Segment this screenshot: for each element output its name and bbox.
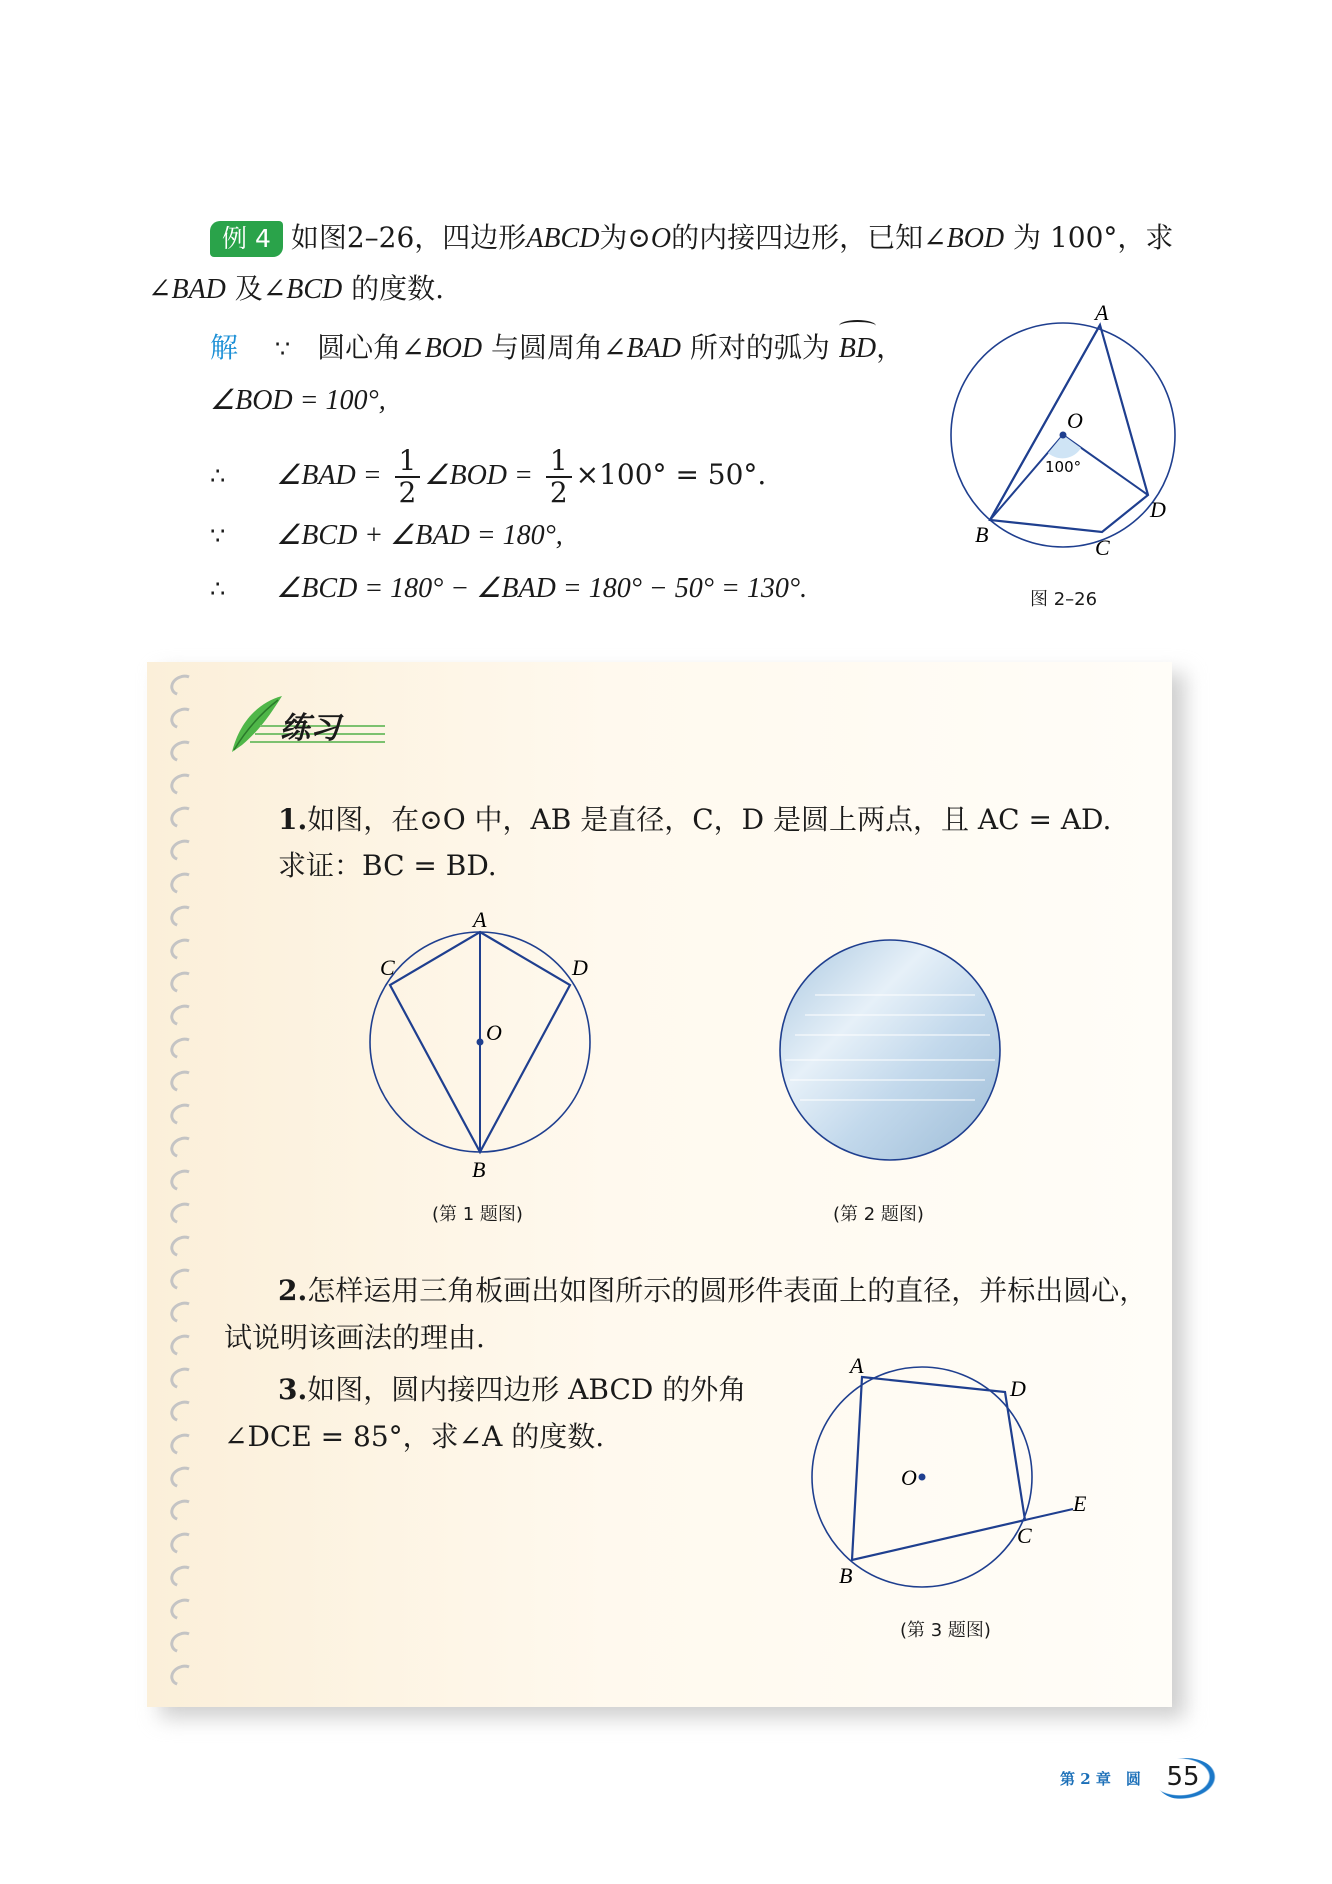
feather-leaf <box>232 696 282 752</box>
notebook-ring <box>167 1364 199 1393</box>
notebook-ring <box>167 869 199 898</box>
footer-chapter: 第 2 章 圆 <box>1060 1770 1141 1788</box>
example-line-2 <box>148 266 444 313</box>
fig3-caption: (第 3 题图) <box>900 1620 991 1641</box>
notebook-ring <box>167 902 199 931</box>
page-number: 55 <box>1166 1762 1200 1792</box>
example-text-e: 及∠ <box>225 272 287 305</box>
solution-bod-eq: ∠BOD = <box>424 460 533 491</box>
fig1-label-b: B <box>472 1157 486 1182</box>
notebook-ring <box>167 1430 199 1459</box>
fig1-label-o: O <box>486 1020 502 1045</box>
notebook-ring <box>167 968 199 997</box>
fraction-half <box>395 443 421 509</box>
angle-sym: ∠ <box>148 272 172 305</box>
solution-result: ×100° = 50°. <box>575 458 767 491</box>
solution-text-a: 圆心角∠ <box>317 331 425 364</box>
notebook-ring <box>167 1595 199 1624</box>
disk-body <box>780 940 1000 1160</box>
example-text-f: 的度数. <box>342 272 445 305</box>
solution-text-d: ， <box>876 331 905 364</box>
fig3-extension <box>1025 1509 1073 1520</box>
notebook-ring <box>167 1265 199 1294</box>
figure-q2-disk <box>775 935 1005 1165</box>
fig226-label-c: C <box>1095 535 1110 560</box>
fig1-label-c: C <box>380 955 395 980</box>
notebook-ring <box>167 1529 199 1558</box>
figure-2-26 <box>945 300 1185 570</box>
solution-bod: BOD <box>424 333 483 364</box>
q2-line-1 <box>278 1268 1147 1314</box>
notebook-ring <box>167 1628 199 1657</box>
fig226-label-o: O <box>1067 408 1083 433</box>
notebook-ring <box>167 1001 199 1030</box>
example-quad: ABCD <box>526 223 600 254</box>
example-line-1 <box>210 215 1173 262</box>
fraction-num: 1 <box>395 446 421 478</box>
q1-number: 1. <box>278 803 308 836</box>
fig1-label-d: D <box>572 955 588 980</box>
fig226-ba <box>990 325 1100 520</box>
q1-prove: 求证：BC = BD. <box>278 849 497 882</box>
q3-text-1: 如图，圆内接四边形 ABCD 的外角 <box>307 1373 747 1406</box>
example-angle-bod: BOD <box>946 223 1005 254</box>
fig226-caption: 图 2–26 <box>1030 589 1098 610</box>
fig3-label-d: D <box>1010 1376 1026 1401</box>
fig1-center-dot <box>477 1039 484 1046</box>
arc-bd: BD <box>839 326 876 372</box>
solution-line-2: ∠BOD = 100°, <box>210 385 386 416</box>
notebook-ring <box>167 1661 199 1690</box>
notebook-ring <box>167 1166 199 1195</box>
fraction-half-2 <box>546 443 572 509</box>
fraction-num-2: 1 <box>546 446 572 478</box>
solution-label: 解 <box>210 331 239 364</box>
q3-line-1 <box>278 1367 746 1413</box>
example-text-b: 为⊙ <box>599 221 651 254</box>
notebook-ring <box>167 770 199 799</box>
fig226-label-d: D <box>1150 497 1166 522</box>
example-circle-o: O <box>650 223 672 254</box>
fraction-den-2: 2 <box>549 475 568 509</box>
example-bcd: BCD <box>286 274 343 305</box>
notebook-ring <box>167 671 199 700</box>
notebook-ring <box>167 737 199 766</box>
fig3-label-c: C <box>1017 1523 1032 1548</box>
q2-line-2: 试说明该画法的理由. <box>224 1321 485 1354</box>
notebook-ring <box>167 935 199 964</box>
because-symbol: ∵ <box>274 335 291 363</box>
fraction-den: 2 <box>398 475 417 509</box>
fig226-label-angle: 100° <box>1045 458 1082 476</box>
notebook-ring <box>167 1463 199 1492</box>
notebook-ring <box>167 1496 199 1525</box>
notebook-ring <box>167 1199 199 1228</box>
notebook-ring <box>167 836 199 865</box>
fig226-center-dot <box>1060 432 1067 439</box>
fig226-ob <box>990 435 1063 520</box>
notebook-ring <box>167 1562 199 1591</box>
notebook-ring <box>167 704 199 733</box>
fig2-caption: (第 2 题图) <box>833 1204 924 1225</box>
example-bad: BAD <box>171 274 226 305</box>
example-text-c: 的内接四边形，已知∠ <box>671 221 947 254</box>
solution-text-b: 与圆周角∠ <box>482 331 627 364</box>
fig3-center-dot <box>919 1474 926 1481</box>
solution-line-5 <box>210 565 807 612</box>
fig3-label-e: E <box>1073 1491 1087 1516</box>
fig3-quad <box>852 1377 1025 1560</box>
q1-line <box>278 797 1111 843</box>
notebook-ring <box>167 1397 199 1426</box>
fig226-label-b: B <box>975 522 989 547</box>
notebook-ring <box>167 1034 199 1063</box>
solution-line-3 <box>210 440 766 511</box>
solution-line-4 <box>210 512 563 559</box>
solution-final: ∠BCD = 180° − ∠BAD = 180° − 50° = 130°. <box>276 573 808 604</box>
solution-bad: BAD <box>626 333 681 364</box>
solution-sum: ∠BCD + ∠BAD = 180°, <box>276 520 563 551</box>
solution-line-1 <box>210 325 904 372</box>
notebook-ring <box>167 1067 199 1096</box>
solution-text-c: 所对的弧为 <box>680 331 830 364</box>
example-text-d: 为 100°，求 <box>1004 221 1174 254</box>
notebook-ring <box>167 1232 199 1261</box>
fig3-label-a: A <box>850 1355 864 1378</box>
notebook-ring <box>167 1298 199 1327</box>
figure-q1 <box>360 905 600 1185</box>
q1-text: 如图，在⊙O 中，AB 是直径，C，D 是圆上两点，且 AC = AD. <box>307 803 1112 836</box>
therefore-symbol: ∴ <box>210 462 226 490</box>
fig3-label-o: O <box>901 1465 917 1490</box>
q2-text-1: 怎样运用三角板画出如图所示的圆形件表面上的直径，并标出圆心， <box>307 1274 1148 1307</box>
fig1-caption: (第 1 题图) <box>432 1204 523 1225</box>
figure-q3 <box>805 1355 1095 1595</box>
notebook-ring <box>167 803 199 832</box>
example-text-a: 如图2–26，四边形 <box>290 221 527 254</box>
therefore-symbol-2: ∴ <box>210 575 226 603</box>
fig3-label-b: B <box>839 1563 853 1588</box>
notebook-ring <box>167 1100 199 1129</box>
q3-number: 3. <box>278 1373 308 1406</box>
q2-number: 2. <box>278 1274 308 1307</box>
notebook-ring <box>167 1133 199 1162</box>
fig226-label-a: A <box>1095 300 1109 325</box>
because-symbol-2: ∵ <box>210 522 226 550</box>
example-badge: 例 4 <box>210 221 283 257</box>
fig1-label-a: A <box>473 907 487 932</box>
notebook-ring <box>167 1331 199 1360</box>
solution-bad-eq: ∠BAD = <box>276 460 382 491</box>
practice-title: 练习 <box>280 711 340 746</box>
q3-line-2: ∠DCE = 85°，求∠A 的度数. <box>224 1420 605 1453</box>
notebook-rings <box>170 675 206 1705</box>
